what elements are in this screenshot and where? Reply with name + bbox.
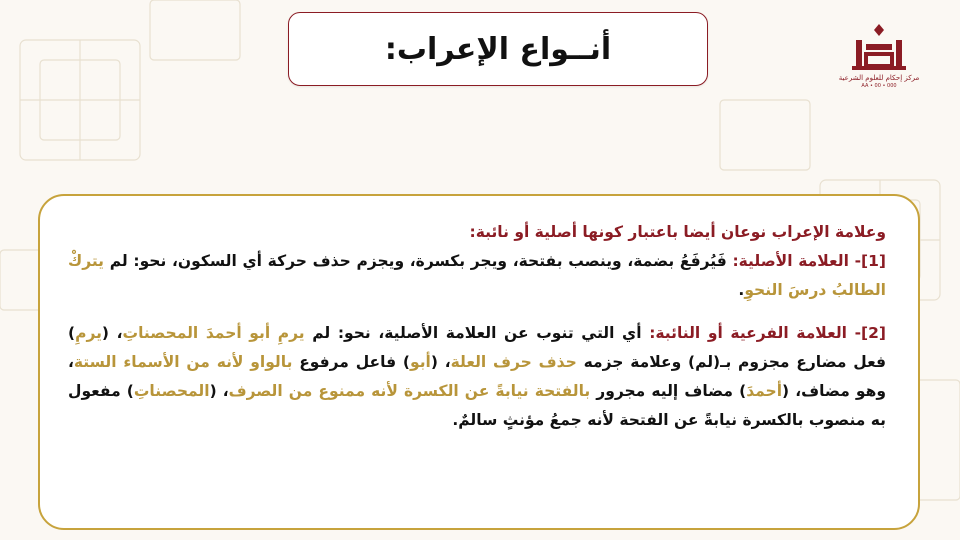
highlight-word: المحصناتِ	[133, 382, 210, 400]
page-title: أنــواع الإعراب:	[384, 31, 612, 67]
text-segment: .	[738, 281, 745, 299]
content-text	[68, 218, 886, 435]
highlight-phrase: بالواو لأنه من الأسماء الستة	[73, 353, 293, 371]
text-segment: ) فعل مضارع مجزوم بـ(لم) وعلامة جزمه	[68, 324, 887, 371]
content-box	[38, 194, 920, 530]
paragraph-original-sign	[68, 247, 886, 305]
highlight-word: أحمدَ	[746, 382, 783, 400]
original-sign-label: [1]- العلامة الأصلية:	[732, 252, 886, 270]
logo	[838, 22, 920, 98]
title-box	[288, 12, 708, 86]
logo-subtitle-2: AA • 00 • 000	[861, 83, 897, 89]
example-phrase: يرمِ أبو أحمدَ المحصناتِ	[122, 324, 305, 342]
intro-line: وعلامة الإعراب نوعان أيضا باعتبار كونها أصلية أو نائبة:	[469, 223, 886, 241]
text-segment: ) فاعل مرفوع	[292, 353, 410, 371]
text-segment: أي التي تنوب عن العلامة الأصلية، نحو: لم	[304, 324, 650, 342]
text-segment: ، وهو مضاف، (	[68, 353, 886, 400]
text-segment: ، (	[209, 382, 229, 400]
highlight-word: يرمِ	[75, 324, 102, 342]
paragraph-substitute-sign	[68, 319, 886, 435]
text-segment: ، (	[101, 324, 123, 342]
highlight-word: أبو	[409, 353, 431, 371]
highlight-phrase: بالفتحة نيابةً عن الكسرة لأنه ممنوع من الصرف	[228, 382, 591, 400]
text-segment: ) مفعول به منصوب بالكسرة نيابةً عن الفتحة لأنه جمعُ مؤنثٍ سالمٌ.	[68, 382, 886, 429]
example-phrase: يتركْ الطالبُ درسَ النحوِ	[68, 252, 886, 299]
text-segment: فَيُرفَعُ بضمة، وينصب بفتحة، ويجر بكسرة، ويجزم حذف حركة أي السكون، نحو: لم	[104, 252, 733, 270]
highlight-phrase: حذف حرف العلة	[450, 353, 577, 371]
logo-mark-icon	[848, 22, 910, 72]
logo-subtitle: مركز إحكام للعلوم الشرعية	[838, 74, 920, 82]
substitute-sign-label: [2]- العلامة الفرعية أو النائبة:	[649, 324, 886, 342]
text-segment: ، (	[430, 353, 451, 371]
text-segment: ) مضاف إليه مجرور	[590, 382, 747, 400]
